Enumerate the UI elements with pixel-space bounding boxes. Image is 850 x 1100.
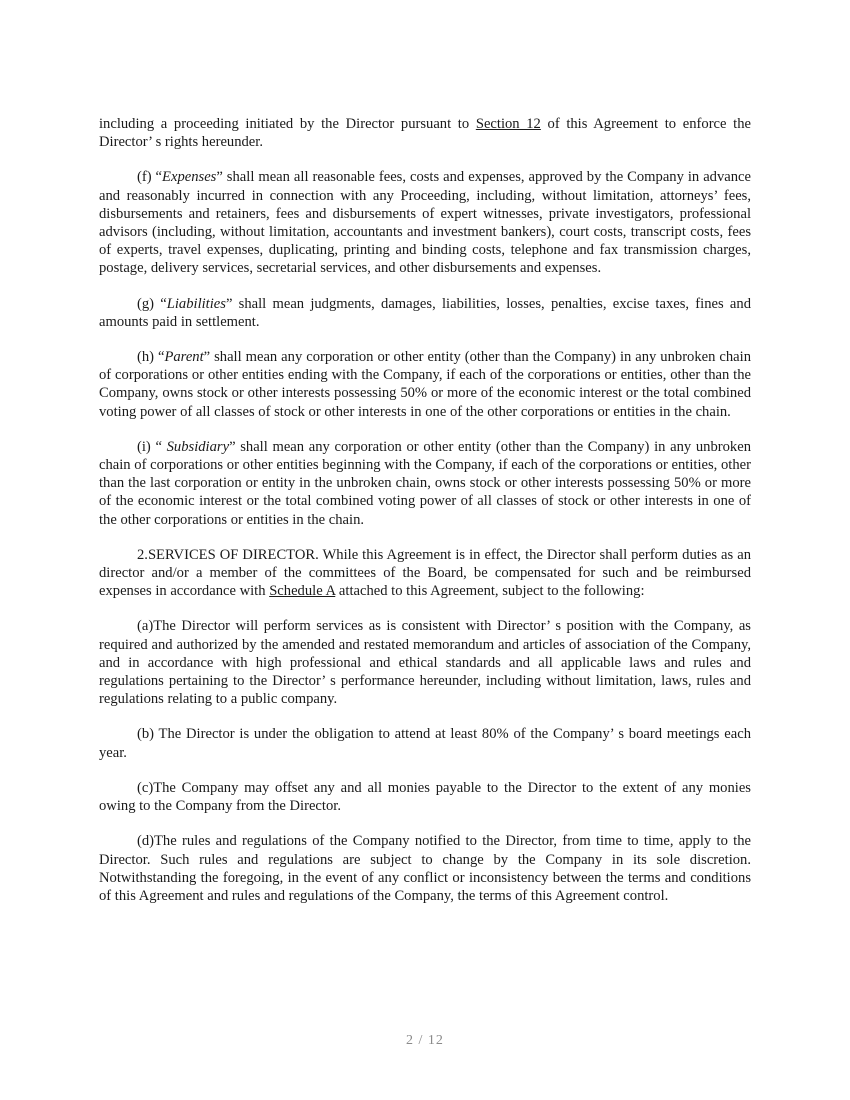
paragraph-label: (h) “ [137, 349, 165, 366]
paragraph-continuation [99, 115, 751, 151]
paragraph-text: ” shall mean any corporation or other entity (other than the Company) in any unbroken chain of corporations or other entities beginning with the Company, if each of the corporations or entities, other than the last corporation or entity in the unbroken chain, owns stock or other interests possessing 50% or more of the economic interest or the total combined voting power of all classes of stock or other interests in one of the other corporations or entities in the chain. [99, 438, 751, 528]
defined-term-parent: Parent [164, 349, 204, 366]
paragraph-2a: (a)The Director will perform services as is consistent with Director’ s position with the Company, as required and authorized by the amended and restated memorandum and articles of association of the Company, and in accordance with high professional and ethical standards and all applicable laws and rules and regulations pertaining to the Director’ s performance hereunder, including without limitation, laws, rules and regulations relating to a public company. [99, 618, 751, 708]
paragraph-g-liabilities [99, 295, 751, 331]
paragraph-f-expenses [99, 168, 751, 277]
defined-term-expenses: Expenses [162, 169, 217, 186]
paragraph-2d: (d)The rules and regulations of the Company notified to the Director, from time to time, apply to the Director. Such rules and regulations are subject to change by the Company in its sole discretion. Notwithstanding the foregoing, in the event of any conflict or inconsistency between the terms and conditions of this Agreement and rules and regulations of the Company, the terms of this Agreement control. [99, 833, 751, 904]
paragraph-text: ” shall mean judgments, damages, liabilities, losses, penalties, excise taxes, fines and amounts paid in settlement. [99, 295, 751, 330]
paragraph-text: including a proceeding initiated by the Director pursuant to [99, 116, 476, 132]
page-number: 2 / 12 [406, 1033, 444, 1048]
paragraph-text: of this Agreement to enforce the Director’ s rights hereunder. [99, 116, 751, 151]
paragraph-2c: (c)The Company may offset any and all monies payable to the Director to the extent of any monies owing to the Company from the Director. [99, 779, 751, 815]
schedule-a-link[interactable]: Schedule A [269, 583, 336, 600]
paragraph-label: (i) “ [137, 438, 167, 455]
defined-term-subsidiary: Subsidiary [166, 438, 230, 455]
paragraph-label: (g) “ [137, 295, 167, 312]
section-12-link[interactable]: Section 12 [475, 116, 541, 132]
paragraph-text: ” shall mean any corporation or other entity (other than the Company) in any unbroken chain of corporations or other entities ending with the Company, if each of the corporations or entities, other than the Company, owns stock or other interests possessing 50% or more of the economic interest or the total combined voting power of all classes of stock or other interests in one of the other corporations or entities in the chain. [99, 349, 751, 420]
document-body [99, 115, 751, 922]
paragraph-2b: (b) The Director is under the obligation to attend at least 80% of the Company’ s board meetings each year. [99, 726, 751, 761]
paragraph-i-subsidiary [99, 438, 751, 529]
paragraph-2-services [99, 546, 751, 601]
paragraph-text: ” shall mean all reasonable fees, costs and expenses, approved by the Company in advance and reasonably incurred in connection with any Proceeding, including, without limitation, attorneys’ fees, disbursements and retainers, fees and disbursements of expert witnesses, private investigators, professional advisors (including, without limitation, accountants and investment bankers), court costs, transcript costs, fees of experts, travel expenses, duplicating, printing and binding costs, telephone and fax transmission charges, postage, delivery services, secretarial services, and other disbursements and expenses. [99, 169, 751, 277]
paragraph-h-parent [99, 348, 751, 421]
paragraph-text: attached to this Agreement, subject to the following: [335, 583, 645, 600]
paragraph-label: (f) “ [137, 169, 163, 186]
defined-term-liabilities: Liabilities [166, 295, 226, 312]
paragraph-text: 2.SERVICES OF DIRECTOR. While this Agreement is in effect, the Director shall perform duties as an director and/or a member of the committees of the Board, be compensated for such and be reimbursed expenses in accordance with [99, 546, 751, 600]
